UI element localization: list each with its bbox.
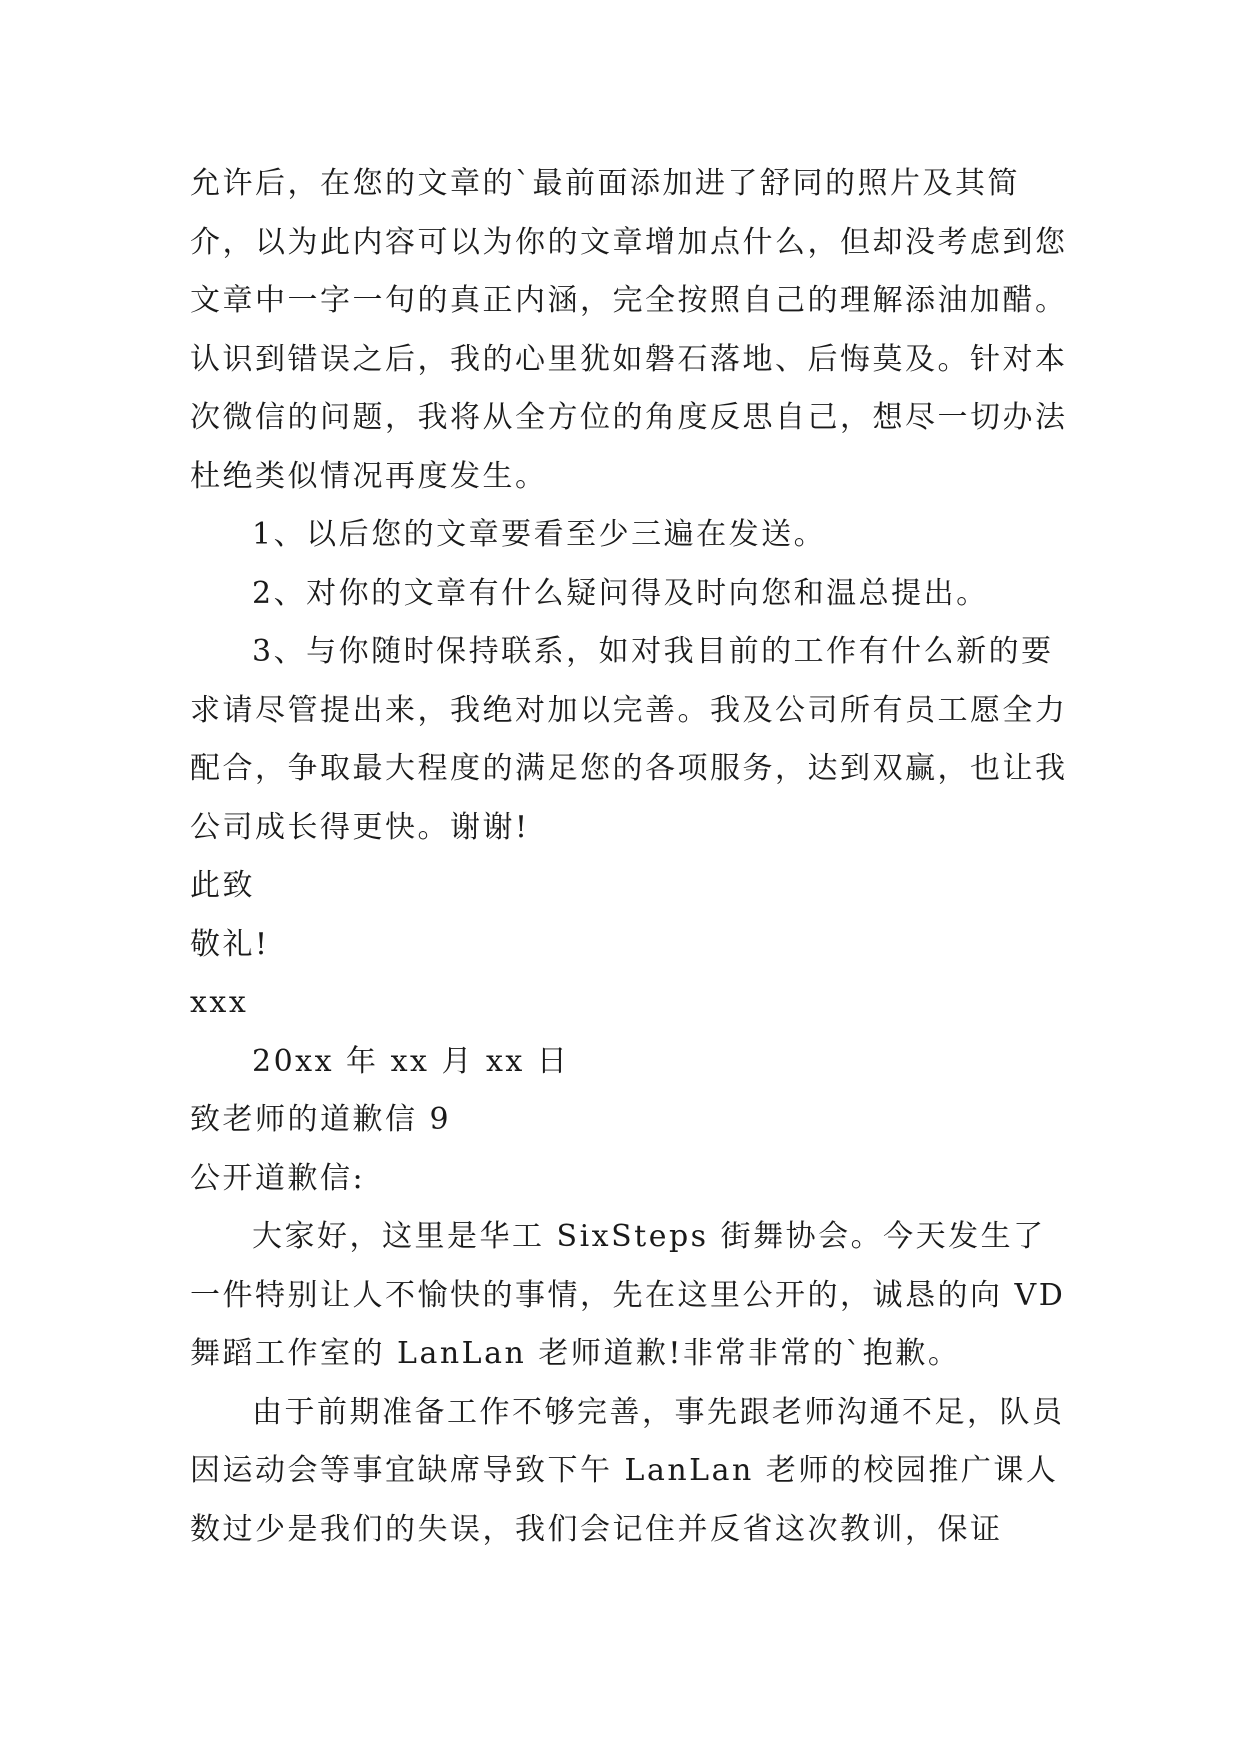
closing-regards: 敬礼! xyxy=(190,926,270,962)
list-item-1: 1、以后您的文章要看至少三遍在发送。 xyxy=(252,517,827,552)
paragraph-reason: 由于前期准备工作不够完善，事先跟老师沟通不足，队员因运动会等事宜缺席导致下午 LanLan 老师的校园推广课人数过少是我们的失误，我们会记住并反省这次教训，保证 xyxy=(190,1394,1065,1547)
signature-date: 20xx 年 xx 月 xx 日 xyxy=(252,1043,570,1079)
list-item-2: 2、对你的文章有什么疑问得及时向您和温总提出。 xyxy=(252,575,989,611)
list-item-3: 3、与你随时保持联系，如对我目前的工作有什么新的要求请尽管提出来，我绝对加以完善。我及公司所有员工愿全力配合，争取最大程度的满足您的各项服务，达到双赢，也让我公司成长得更快。谢谢! xyxy=(190,634,1068,845)
signature-name: xxx xyxy=(190,985,249,1020)
paragraph-greeting: 大家好，这里是华工 SixSteps 街舞协会。今天发生了一件特别让人不愉快的事情，先在这里公开的，诚恳的向 VD 舞蹈工作室的 LanLan 老师道歉!非常非常的`抱歉。 xyxy=(190,1219,1066,1371)
letter-title: 公开道歉信: xyxy=(190,1160,366,1196)
document-body xyxy=(190,155,1070,1559)
section-heading: 致老师的道歉信 9 xyxy=(190,1102,452,1137)
closing-salutation: 此致 xyxy=(190,868,255,903)
paragraph-apology-intro: 允许后，在您的文章的`最前面添加进了舒同的照片及其简介，以为此内容可以为你的文章增加点什么，但却没考虑到您文章中一字一句的真正内涵，完全按照自己的理解添油加醋。认识到错误之后，我的心里犹如磐石落地、后悔莫及。针对本次微信的问题，我将从全方位的角度反思自己，想尽一切办法杜绝类似情况再度发生。 xyxy=(190,166,1068,494)
